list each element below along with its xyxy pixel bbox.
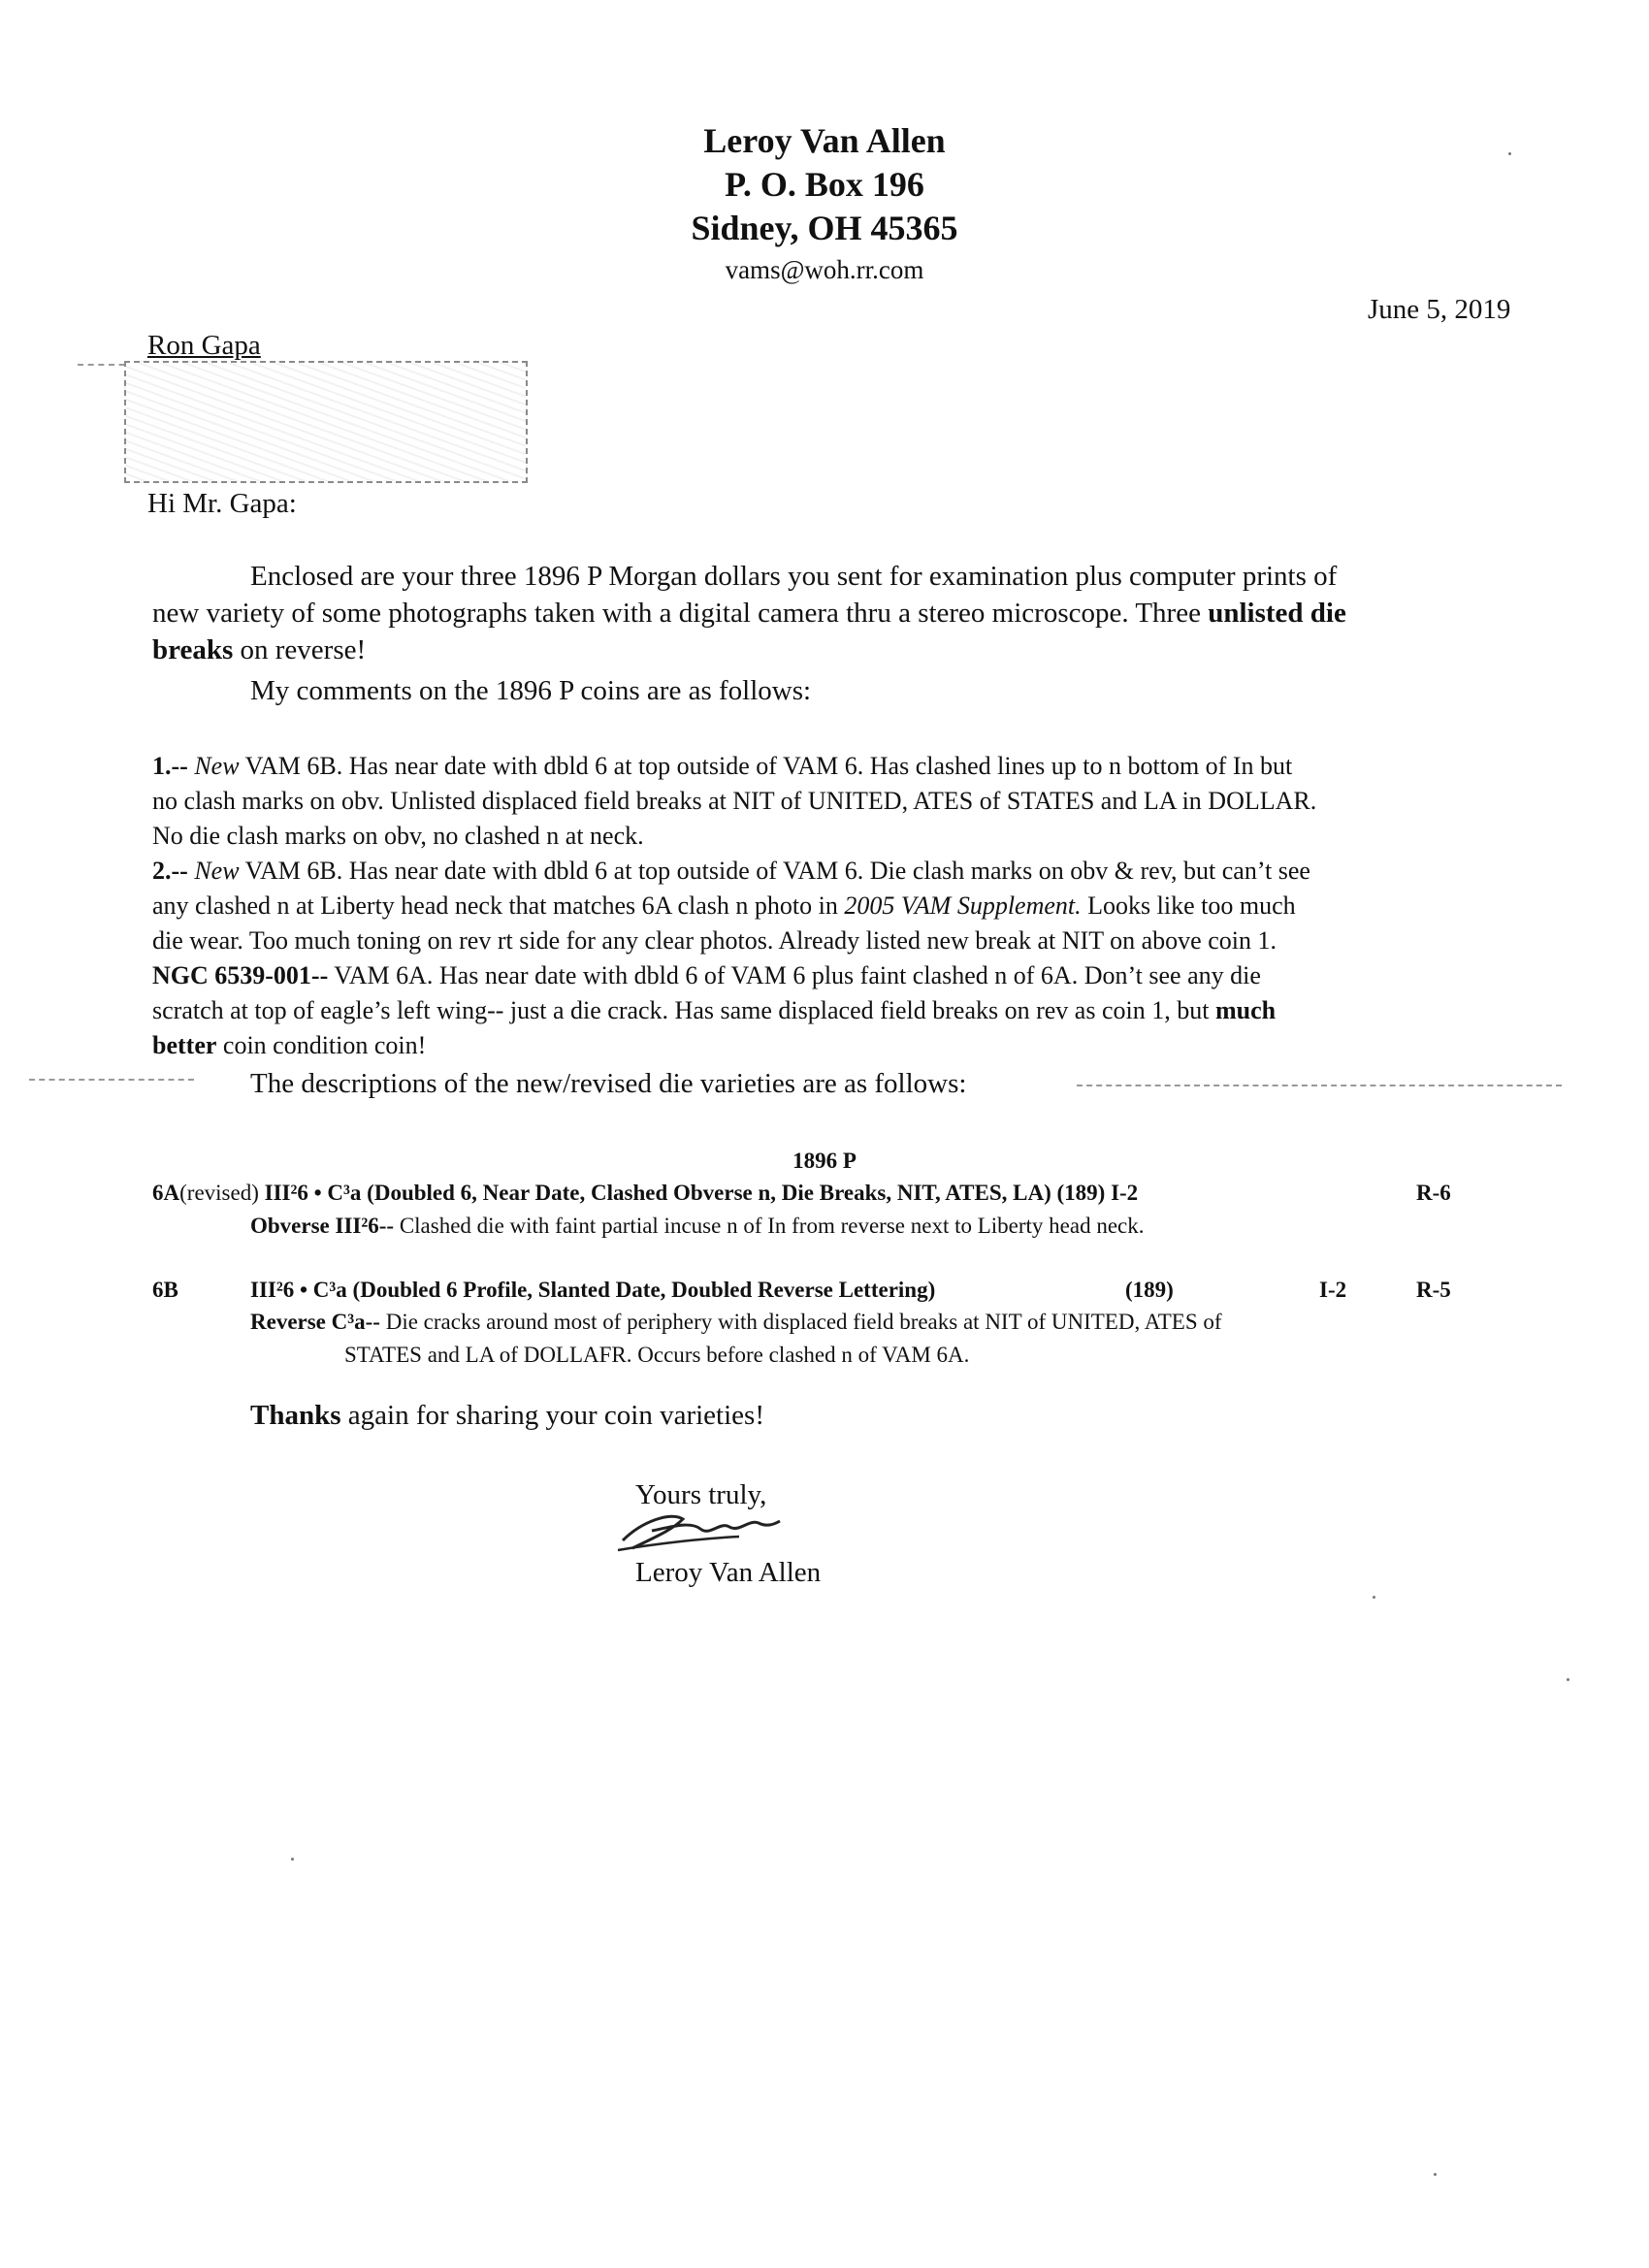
letterhead-city: Sidney, OH 45365 [691, 209, 958, 247]
scan-artifact [291, 1858, 294, 1861]
variety-6b-reverse: Reverse C³a-- Die cracks around most of periphery with displaced field breaks at NIT of UNITED, ATES of [250, 1310, 1222, 1334]
scan-artifact [1567, 1678, 1569, 1681]
variety-heading: 1896 P [792, 1149, 857, 1173]
signature-name: Leroy Van Allen [635, 1557, 822, 1588]
letterhead-po-box: P. O. Box 196 [725, 165, 924, 204]
variety-6b-count: (189) [1125, 1278, 1174, 1302]
letterhead-name: Leroy Van Allen [703, 121, 946, 160]
comment-ngc: NGC 6539-001-- VAM 6A. Has near date with dbld 6 of VAM 6 plus faint clashed n of 6A. Don’t see any die scratch at top of eagle’s left wing-- just a die crack. Has same displaced field breaks on rev as coin 1, but much better coin condition coin! [152, 961, 1277, 1059]
variety-6a-row: 6A(revised) III²6 • C³a (Doubled 6, Near Date, Clashed Obverse n, Die Breaks, NIT, ATES, LA) (189) I-2 [152, 1181, 1139, 1205]
redacted-address [124, 361, 528, 483]
letter-date: June 5, 2019 [1368, 294, 1511, 325]
variety-6b-reverse-cont: STATES and LA of DOLLAFR. Occurs before clashed n of VAM 6A. [344, 1343, 970, 1367]
variety-6a-obverse: Obverse III²6-- Clashed die with faint partial incuse n of In from reverse next to Liberty head neck. [250, 1214, 1145, 1238]
variety-6a-rarity: R-6 [1416, 1181, 1451, 1205]
comment-1: 1.-- New VAM 6B. Has near date with dbld 6 at top outside of VAM 6. Has clashed lines up to n bottom of In but no clash marks on obv. Unlisted displaced field breaks at NIT of UNITED, ATES of STATES and LA in DOLLAR. No die clash marks on obv, no clashed n at neck. [152, 752, 1317, 850]
salutation: Hi Mr. Gapa: [147, 488, 297, 519]
scan-artifact [1434, 2173, 1437, 2176]
valediction: Yours truly, [635, 1479, 767, 1510]
variety-6b-title: III²6 • C³a (Doubled 6 Profile, Slanted Date, Doubled Reverse Lettering) [250, 1278, 936, 1302]
scan-artifact [1508, 152, 1511, 155]
intro-line-2: new variety of some photographs taken with a digital camera thru a stereo microscope. Three unlisted die [152, 598, 1346, 629]
comment-2: 2.-- New VAM 6B. Has near date with dbld 6 at top outside of VAM 6. Die clash marks on obv & rev, but can’t see any clashed n at Liberty head neck that matches 6A clash n photo in 2005 VAM Supplement. Looks like too much die wear. Too much toning on rev rt side for any clear photos. Already listed new break at NIT on above coin 1. [152, 857, 1310, 955]
intro-line-1: Enclosed are your three 1896 P Morgan dollars you sent for examination plus computer prints of [250, 561, 1338, 592]
scan-artifact [1373, 1596, 1375, 1599]
scan-artifact [29, 1079, 194, 1081]
intro-line-4: My comments on the 1896 P coins are as follows: [250, 675, 812, 706]
intro-line-3: breaks on reverse! [152, 634, 367, 665]
scan-artifact [1077, 1085, 1562, 1086]
recipient-name: Ron Gapa [147, 330, 261, 361]
variety-6b-label: 6B [152, 1278, 178, 1302]
descriptions-intro: The descriptions of the new/revised die varieties are as follows: [250, 1068, 967, 1099]
variety-6b-rarity: R-5 [1416, 1278, 1451, 1302]
thanks-line: Thanks again for sharing your coin varieties! [250, 1400, 764, 1431]
letterhead-email: vams@woh.rr.com [725, 255, 924, 284]
variety-6b-interest: I-2 [1319, 1278, 1347, 1302]
